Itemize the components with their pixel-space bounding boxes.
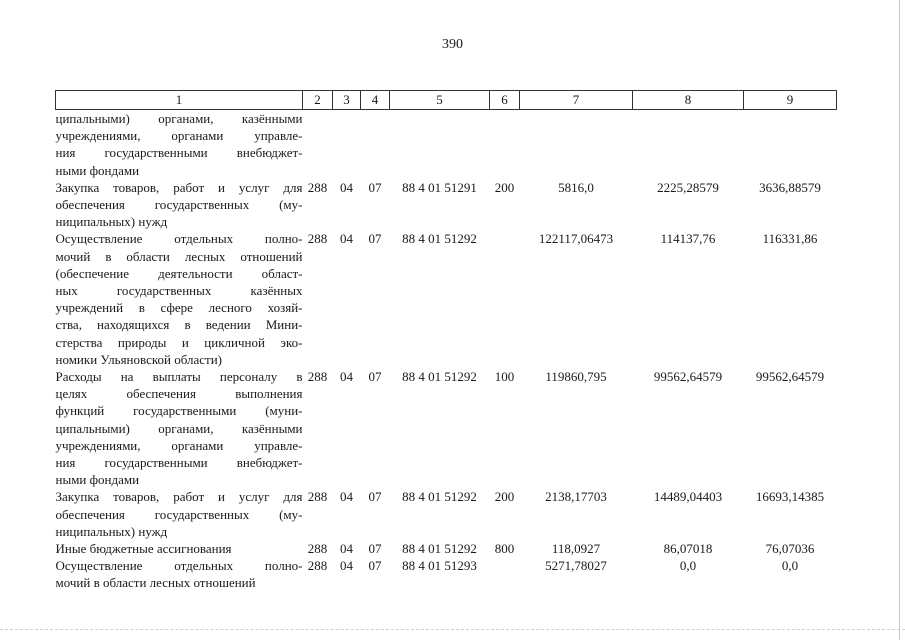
description-line: ными фондами [55,472,140,488]
description-line: Расходы на выплаты персоналу в [55,369,303,385]
amount-col-9: 116331,86 [762,231,818,247]
header-cell-1: 1 [56,91,303,110]
header-cell-8: 8 [633,91,744,110]
amount-col-8: 2225,28579 [657,179,719,195]
description-line: Закупка товаров, работ и услуг для [55,489,303,505]
description-line: ципальными) органами, казёнными [55,420,303,436]
ministry-code: 288 [307,179,328,195]
table-row [56,368,837,488]
subsection-code: 07 [368,489,382,505]
amount-col-7: 5271,78027 [545,558,607,574]
ministry-code: 288 [307,489,328,505]
expense-type [490,230,520,368]
section-code: 04 [340,558,353,574]
row-description [56,179,303,231]
amount-col-7: 118,0927 [551,541,601,557]
description-line: функций государственными (муни- [55,403,303,419]
description-line: Закупка товаров, работ и услуг для [55,179,303,195]
header-row [56,91,837,110]
expense-type: 100 [494,369,515,385]
budget-table [55,90,837,592]
section-code: 04 [340,489,353,505]
target-article: 88 4 01 51293 [402,558,477,574]
row-description [56,557,303,591]
subsection-code: 07 [368,541,382,557]
amount-col-8: 86,07018 [663,541,713,557]
amount-col-8: 99562,64579 [653,369,723,385]
amount-col-7: 122117,06473 [538,231,614,247]
description-line: Осуществление отдельных полно- [55,231,303,247]
row-description [56,368,303,488]
description-line: мочий в области лесных отношений [55,248,303,264]
description-line: ния государственными внебюджет- [55,145,303,161]
description-line: мочий в области лесных отношений [55,575,256,591]
subsection-code: 07 [368,558,382,574]
expense-type [490,557,520,591]
description-line: учреждениями, органами управле- [55,128,303,144]
table-row [56,488,837,540]
header-cell-5: 5 [390,91,490,110]
description-line: ства, находящихся в ведении Мини- [55,317,303,333]
header-cell-9: 9 [744,91,837,110]
expense-type: 200 [494,489,515,505]
table-row [56,179,837,231]
amount-col-9: 99562,64579 [755,369,825,385]
amount-col-7: 5816,0 [558,179,594,195]
row-description [56,230,303,368]
section-code: 04 [340,179,353,195]
description-line: ниципальных) нужд [55,523,168,539]
description-line: стерства природы и цикличной эко- [55,334,303,350]
table-row [56,557,837,591]
target-article: 88 4 01 51292 [402,489,477,505]
amount-col-9: 0,0 [781,558,799,574]
section-code [333,110,361,179]
ministry-code: 288 [307,541,328,557]
description-line: ниципальных) нужд [55,214,168,230]
amount-col-7 [520,110,633,179]
ministry-code: 288 [307,369,328,385]
expense-type: 800 [494,541,515,557]
table-row [56,110,837,179]
page-number: 390 [442,37,463,52]
description-line: обеспечения государственных (му- [55,197,303,213]
table-body [56,110,837,592]
section-code: 04 [340,369,353,385]
header-cell-6: 6 [490,91,520,110]
section-code: 04 [340,231,353,247]
header-cell-3: 3 [333,91,361,110]
description-line: ния государственными внебюджет- [55,455,303,471]
expense-type: 200 [494,179,515,195]
scan-edge-line [899,0,900,640]
amount-col-9: 16693,14385 [755,489,825,505]
header-cell-7: 7 [520,91,633,110]
scan-bottom-line [0,629,905,630]
amount-col-9: 76,07036 [765,541,815,557]
description-line: номики Ульяновской области) [55,351,222,367]
description-line: Иные бюджетные ассигнования [55,541,232,557]
amount-col-8 [633,110,744,179]
amount-col-8: 14489,04403 [653,489,723,505]
amount-col-8: 0,0 [679,558,697,574]
header-cell-2: 2 [303,91,333,110]
description-line: ными фондами [55,162,140,178]
row-description [56,488,303,540]
row-description [56,110,303,179]
section-code: 04 [340,541,353,557]
target-article [390,110,490,179]
expense-type [490,110,520,179]
ministry-code [303,110,333,179]
ministry-code: 288 [307,558,328,574]
row-description [56,540,303,557]
target-article: 88 4 01 51292 [402,541,477,557]
subsection-code: 07 [368,231,382,247]
description-line: Осуществление отдельных полно- [55,558,303,574]
header-cell-4: 4 [361,91,390,110]
target-article: 88 4 01 51292 [402,369,477,385]
description-line: ципальными) органами, казёнными [55,111,303,126]
table-row [56,540,837,557]
description-line: (обеспечение деятельности област- [55,265,303,281]
table-row [56,230,837,368]
description-line: целях обеспечения выполнения [55,386,303,402]
amount-col-9: 3636,88579 [759,179,821,195]
amount-col-7: 2138,17703 [545,489,607,505]
subsection-code: 07 [368,369,382,385]
subsection-code: 07 [368,179,382,195]
description-line: учреждений в сфере лесного хозяй- [55,300,303,316]
amount-col-8: 114137,76 [660,231,716,247]
description-line: обеспечения государственных (му- [55,506,303,522]
subsection-code [361,110,390,179]
amount-col-7: 119860,795 [545,369,607,385]
target-article: 88 4 01 51291 [402,179,477,195]
description-line: ных государственных казённых [55,283,303,299]
ministry-code: 288 [307,231,328,247]
target-article: 88 4 01 51292 [402,231,477,247]
amount-col-9 [744,110,837,179]
description-line: учреждениями, органами управле- [55,437,303,453]
